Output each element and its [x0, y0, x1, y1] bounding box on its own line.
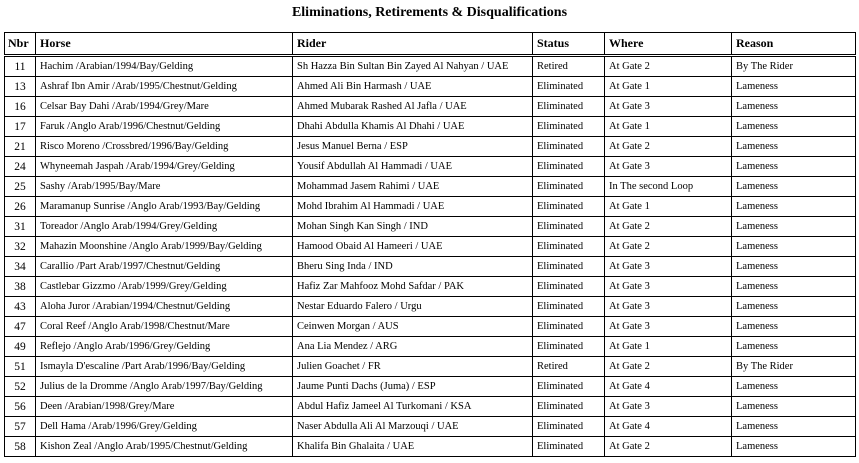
cell-horse: Kishon Zeal /Anglo Arab/1995/Chestnut/Gelding: [36, 437, 293, 457]
cell-status: Eliminated: [533, 277, 605, 297]
cell-horse: Reflejo /Anglo Arab/1996/Grey/Gelding: [36, 337, 293, 357]
column-header-where: Where: [605, 33, 732, 56]
table-row: [5, 257, 856, 277]
cell-status: Retired: [533, 357, 605, 377]
cell-where: At Gate 4: [605, 377, 732, 397]
cell-reason: By The Rider: [732, 56, 856, 77]
cell-rider: Mohd Ibrahim Al Hammadi / UAE: [293, 197, 533, 217]
table-row: [5, 317, 856, 337]
cell-rider: Naser Abdulla Ali Al Marzouqi / UAE: [293, 417, 533, 437]
column-header-nbr: Nbr: [5, 33, 36, 56]
cell-rider: Jesus Manuel Berna / ESP: [293, 137, 533, 157]
cell-nbr: 11: [5, 56, 36, 77]
cell-horse: Julius de la Dromme /Anglo Arab/1997/Bay/Gelding: [36, 377, 293, 397]
cell-where: At Gate 1: [605, 117, 732, 137]
cell-horse: Maramanup Sunrise /Anglo Arab/1993/Bay/Gelding: [36, 197, 293, 217]
column-header-rider: Rider: [293, 33, 533, 56]
cell-rider: Hamood Obaid Al Hameeri / UAE: [293, 237, 533, 257]
table-row: [5, 437, 856, 457]
cell-status: Eliminated: [533, 77, 605, 97]
cell-reason: Lameness: [732, 117, 856, 137]
table-row: [5, 357, 856, 377]
table-row: [5, 177, 856, 197]
cell-where: At Gate 3: [605, 277, 732, 297]
cell-rider: Ahmed Ali Bin Harmash / UAE: [293, 77, 533, 97]
table-row: [5, 297, 856, 317]
cell-rider: Ahmed Mubarak Rashed Al Jafla / UAE: [293, 97, 533, 117]
cell-where: At Gate 3: [605, 317, 732, 337]
cell-reason: Lameness: [732, 157, 856, 177]
table-row: [5, 97, 856, 117]
cell-reason: Lameness: [732, 337, 856, 357]
cell-rider: Mohammad Jasem Rahimi / UAE: [293, 177, 533, 197]
cell-horse: Celsar Bay Dahi /Arab/1994/Grey/Mare: [36, 97, 293, 117]
cell-where: At Gate 1: [605, 197, 732, 217]
cell-horse: Sashy /Arab/1995/Bay/Mare: [36, 177, 293, 197]
cell-horse: Ismayla D'escaline /Part Arab/1996/Bay/Gelding: [36, 357, 293, 377]
cell-reason: Lameness: [732, 257, 856, 277]
cell-status: Eliminated: [533, 377, 605, 397]
cell-where: At Gate 2: [605, 237, 732, 257]
cell-reason: Lameness: [732, 197, 856, 217]
cell-status: Eliminated: [533, 157, 605, 177]
cell-reason: Lameness: [732, 277, 856, 297]
table-row: [5, 217, 856, 237]
cell-where: At Gate 3: [605, 97, 732, 117]
cell-reason: Lameness: [732, 297, 856, 317]
cell-nbr: 47: [5, 317, 36, 337]
cell-status: Eliminated: [533, 137, 605, 157]
cell-nbr: 34: [5, 257, 36, 277]
cell-rider: Abdul Hafiz Jameel Al Turkomani / KSA: [293, 397, 533, 417]
cell-rider: Ceinwen Morgan / AUS: [293, 317, 533, 337]
cell-rider: Sh Hazza Bin Sultan Bin Zayed Al Nahyan / UAE: [293, 56, 533, 77]
table-row: [5, 56, 856, 77]
cell-nbr: 52: [5, 377, 36, 397]
cell-reason: Lameness: [732, 97, 856, 117]
cell-nbr: 43: [5, 297, 36, 317]
cell-nbr: 57: [5, 417, 36, 437]
cell-rider: Dhahi Abdulla Khamis Al Dhahi / UAE: [293, 117, 533, 137]
cell-where: At Gate 4: [605, 417, 732, 437]
cell-reason: Lameness: [732, 177, 856, 197]
cell-rider: Yousif Abdullah Al Hammadi / UAE: [293, 157, 533, 177]
cell-nbr: 26: [5, 197, 36, 217]
cell-status: Eliminated: [533, 197, 605, 217]
cell-status: Eliminated: [533, 417, 605, 437]
cell-horse: Castlebar Gizzmo /Arab/1999/Grey/Gelding: [36, 277, 293, 297]
cell-reason: Lameness: [732, 217, 856, 237]
column-header-reason: Reason: [732, 33, 856, 56]
table-row: [5, 277, 856, 297]
cell-rider: Mohan Singh Kan Singh / IND: [293, 217, 533, 237]
table-row: [5, 77, 856, 97]
cell-reason: Lameness: [732, 417, 856, 437]
cell-nbr: 58: [5, 437, 36, 457]
cell-rider: Ana Lia Mendez / ARG: [293, 337, 533, 357]
column-header-horse: Horse: [36, 33, 293, 56]
cell-status: Eliminated: [533, 297, 605, 317]
cell-where: At Gate 2: [605, 217, 732, 237]
cell-where: At Gate 1: [605, 77, 732, 97]
cell-nbr: 25: [5, 177, 36, 197]
cell-rider: Hafiz Zar Mahfooz Mohd Safdar / PAK: [293, 277, 533, 297]
cell-horse: Faruk /Anglo Arab/1996/Chestnut/Gelding: [36, 117, 293, 137]
cell-rider: Khalifa Bin Ghalaita / UAE: [293, 437, 533, 457]
cell-where: At Gate 2: [605, 56, 732, 77]
cell-nbr: 31: [5, 217, 36, 237]
cell-horse: Mahazin Moonshine /Anglo Arab/1999/Bay/Gelding: [36, 237, 293, 257]
table-row: [5, 117, 856, 137]
table-row: [5, 417, 856, 437]
cell-rider: Jaume Punti Dachs (Juma) / ESP: [293, 377, 533, 397]
cell-reason: Lameness: [732, 137, 856, 157]
cell-status: Eliminated: [533, 117, 605, 137]
cell-reason: Lameness: [732, 237, 856, 257]
cell-nbr: 56: [5, 397, 36, 417]
cell-reason: Lameness: [732, 317, 856, 337]
cell-horse: Aloha Juror /Arabian/1994/Chestnut/Gelding: [36, 297, 293, 317]
table-row: [5, 157, 856, 177]
cell-reason: Lameness: [732, 77, 856, 97]
cell-horse: Risco Moreno /Crossbred/1996/Bay/Gelding: [36, 137, 293, 157]
cell-horse: Whyneemah Jaspah /Arab/1994/Grey/Gelding: [36, 157, 293, 177]
cell-horse: Hachim /Arabian/1994/Bay/Gelding: [36, 56, 293, 77]
column-header-status: Status: [533, 33, 605, 56]
cell-where: At Gate 2: [605, 357, 732, 377]
cell-status: Eliminated: [533, 237, 605, 257]
cell-nbr: 13: [5, 77, 36, 97]
cell-status: Eliminated: [533, 337, 605, 357]
cell-where: At Gate 3: [605, 257, 732, 277]
cell-where: At Gate 3: [605, 297, 732, 317]
cell-status: Eliminated: [533, 317, 605, 337]
cell-horse: Ashraf Ibn Amir /Arab/1995/Chestnut/Gelding: [36, 77, 293, 97]
cell-status: Eliminated: [533, 397, 605, 417]
cell-reason: By The Rider: [732, 357, 856, 377]
cell-rider: Julien Goachet / FR: [293, 357, 533, 377]
table-row: [5, 237, 856, 257]
cell-status: Eliminated: [533, 257, 605, 277]
cell-nbr: 24: [5, 157, 36, 177]
cell-horse: Coral Reef /Anglo Arab/1998/Chestnut/Mare: [36, 317, 293, 337]
cell-reason: Lameness: [732, 437, 856, 457]
table-row: [5, 337, 856, 357]
cell-where: At Gate 2: [605, 137, 732, 157]
table-row: [5, 197, 856, 217]
cell-status: Retired: [533, 56, 605, 77]
cell-status: Eliminated: [533, 97, 605, 117]
cell-rider: Bheru Sing Inda / IND: [293, 257, 533, 277]
table-row: [5, 397, 856, 417]
cell-nbr: 21: [5, 137, 36, 157]
cell-rider: Nestar Eduardo Falero / Urgu: [293, 297, 533, 317]
cell-reason: Lameness: [732, 377, 856, 397]
cell-nbr: 17: [5, 117, 36, 137]
table-row: [5, 377, 856, 397]
cell-horse: Deen /Arabian/1998/Grey/Mare: [36, 397, 293, 417]
cell-status: Eliminated: [533, 437, 605, 457]
cell-reason: Lameness: [732, 397, 856, 417]
cell-where: At Gate 2: [605, 437, 732, 457]
cell-nbr: 32: [5, 237, 36, 257]
cell-nbr: 16: [5, 97, 36, 117]
cell-horse: Dell Hama /Arab/1996/Grey/Gelding: [36, 417, 293, 437]
cell-nbr: 49: [5, 337, 36, 357]
cell-horse: Carallio /Part Arab/1997/Chestnut/Gelding: [36, 257, 293, 277]
cell-status: Eliminated: [533, 217, 605, 237]
cell-where: At Gate 3: [605, 157, 732, 177]
table-header-row: [5, 33, 856, 56]
table-row: [5, 137, 856, 157]
cell-status: Eliminated: [533, 177, 605, 197]
cell-nbr: 38: [5, 277, 36, 297]
cell-where: In The second Loop: [605, 177, 732, 197]
cell-where: At Gate 3: [605, 397, 732, 417]
cell-horse: Toreador /Anglo Arab/1994/Grey/Gelding: [36, 217, 293, 237]
cell-nbr: 51: [5, 357, 36, 377]
results-table: [4, 32, 856, 457]
cell-where: At Gate 1: [605, 337, 732, 357]
document-title: Eliminations, Retirements & Disqualifications: [291, 5, 568, 20]
